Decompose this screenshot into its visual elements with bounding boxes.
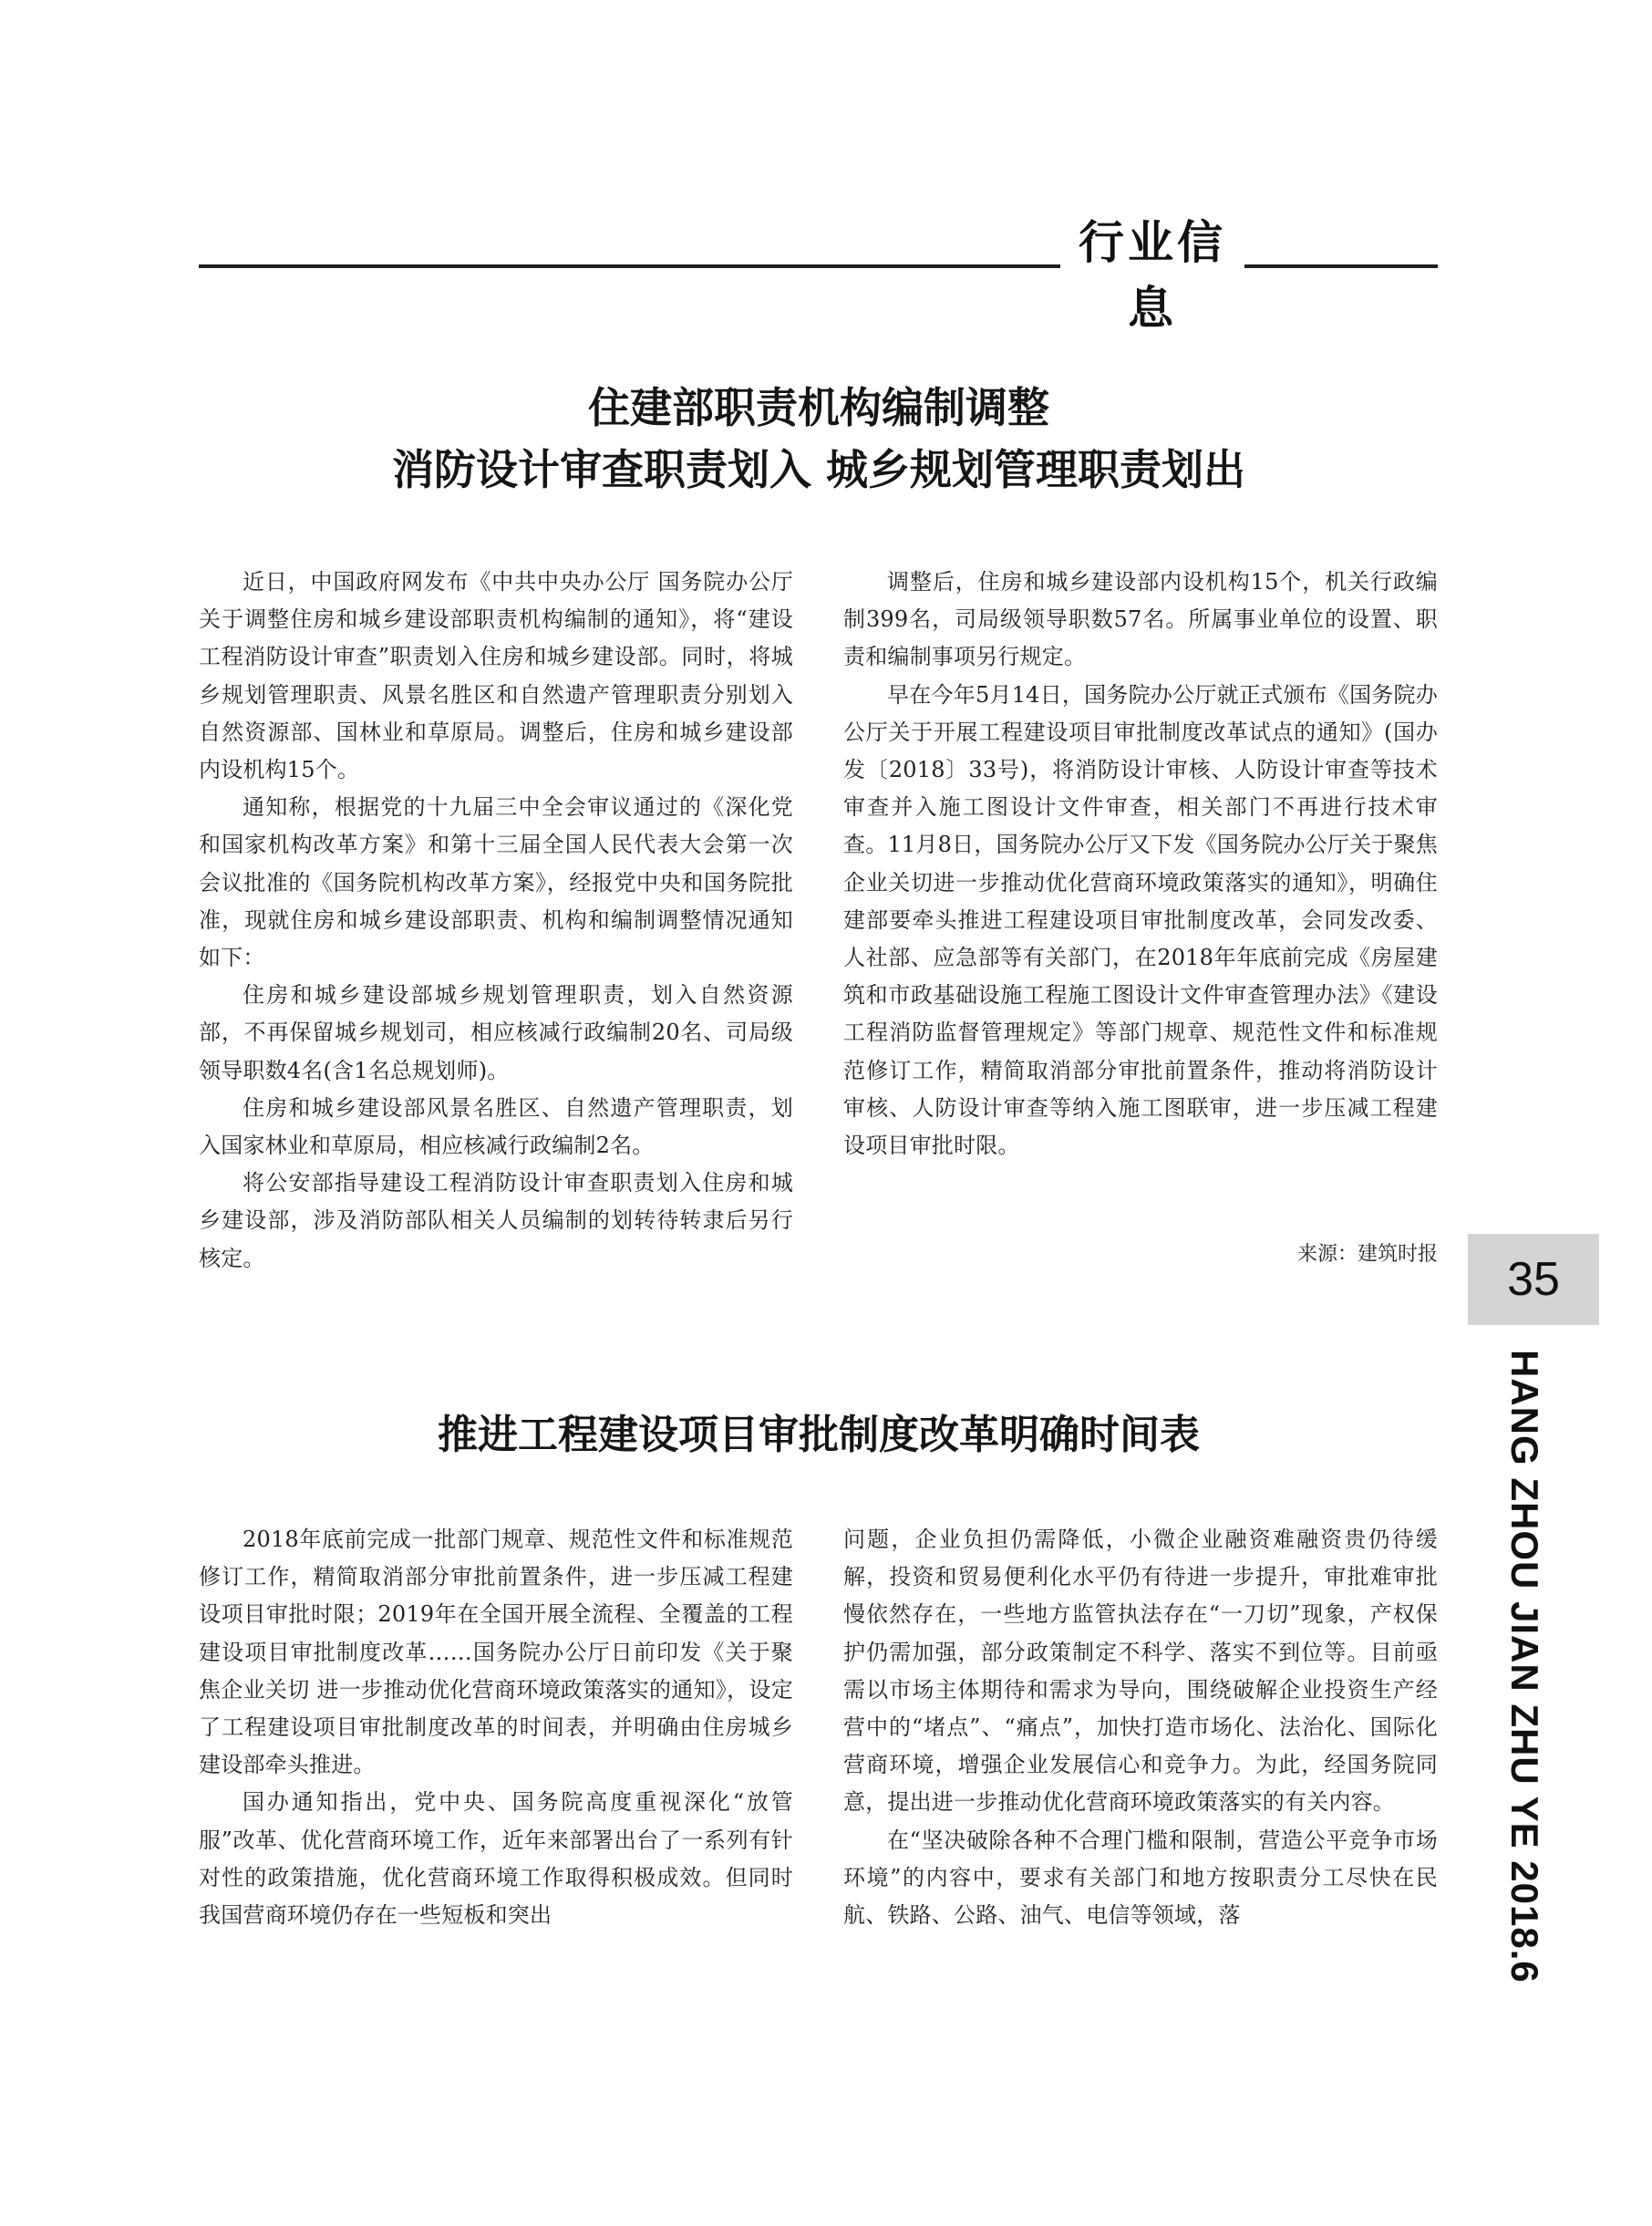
paragraph: 国办通知指出，党中央、国务院高度重视深化“放管服”改革、优化营商环境工作，近年来部署出台了一系列有针对性的政策措施，优化营商环境工作取得积极成效。但同时我国营商环境仍存在一些短板和突出 xyxy=(199,1789,793,1929)
paragraph: 近日，中国政府网发布《中共中央办公厅 国务院办公厅关于调整住房和城乡建设部职责机构编制的通知》，将“建设工程消防设计审查”职责划入住房和城乡建设部。同时，将城乡规划管理职责、风景名胜区和自然遗产管理职责分别划入自然资源部、国林业和草原局。调整后，住房和城乡建设部内设机构15个。 xyxy=(199,569,793,783)
paragraph: 早在今年5月14日，国务院办公厅就正式颁布《国务院办公厅关于开展工程建设项目审批制度改革试点的通知》(国办发〔2018〕33号)，将消防设计审核、人防设计审查等技术审查并入施工图设计文件审查，相关部门不再进行技术审查。11月8日，国务院办公厅又下发《国务院办公厅关于聚焦企业关切进一步推动优化营商环境政策落实的通知》，明确住建部要牵头推进工程建设项目审批制度改革，会同发改委、人社部、应急部等有关部门，在2018年年底前完成《房屋建筑和市政基础设施工程施工图设计文件审查管理办法》《建设工程消防监督管理规定》等部门规章、规范性文件和标准规范修订工作，精简取消部分审批前置条件，推动将消防设计审核、人防设计审查等纳入施工图联审，进一步压减工程建设项目审批时限。 xyxy=(843,681,1438,1159)
article2-right-column xyxy=(843,1521,1438,1934)
paragraph: 住房和城乡建设部城乡规划管理职责，划入自然资源部，不再保留城乡规划司，相应核减行政编制20名、司局级领导职数4名(含1名总规划师)。 xyxy=(199,982,793,1083)
page-number: 35 xyxy=(1507,1253,1560,1306)
article1-title-line1: 住建部职责机构编制调整 xyxy=(588,383,1049,432)
paragraph: 调整后，住房和城乡建设部内设机构15个，机关行政编制399名，司局级领导职数57名。所属事业单位的设置、职责和编制事项另行规定。 xyxy=(843,569,1438,670)
article2-title: 推进工程建设项目审批制度改革明确时间表 xyxy=(438,1412,1200,1458)
page-number-tab xyxy=(1468,1234,1599,1325)
section-label: 行业信息 xyxy=(1079,216,1226,335)
section-header xyxy=(0,0,1652,335)
article1-right-column xyxy=(843,564,1438,1165)
article2-left-column xyxy=(199,1521,793,1934)
article1-source: 来源：建筑时报 xyxy=(1296,1243,1438,1266)
header-rule-left xyxy=(199,264,1060,268)
paragraph: 在“坚决破除各种不合理门槛和限制，营造公平竞争市场环境”的内容中，要求有关部门和地方按职责分工尽快在民航、铁路、公路、油气、电信等领域，落 xyxy=(843,1827,1438,1929)
header-rule-right xyxy=(1244,264,1438,268)
paragraph: 将公安部指导建设工程消防设计审查职责划入住房和城乡建设部，涉及消防部队相关人员编制的划转待转隶后另行核定。 xyxy=(199,1170,793,1271)
paragraph-continued: 问题，企业负担仍需降低，小微企业融资难融资贵仍待缓解，投资和贸易便利化水平仍有待进一步提升，审批难审批慢依然存在，一些地方监管执法存在“一刀切”现象，产权保护仍需加强，部分政策制定不科学、落实不到位等。目前亟需以市场主体期待和需求为导向，围绕破解企业投资生产经营中的“堵点”、“痛点”，加快打造市场化、法治化、国际化营商环境，增强企业发展信心和竞争力。为此，经国务院同意，提出进一步推动优化营商环境政策落实的有关内容。 xyxy=(843,1527,1438,1816)
magazine-issue-vertical: HANG ZHOU JIAN ZHU YE 2018.6 xyxy=(1503,1350,1546,1983)
paragraph: 住房和城乡建设部风景名胜区、自然遗产管理职责，划入国家林业和草原局，相应核减行政编制2名。 xyxy=(199,1094,793,1159)
paragraph: 2018年底前完成一批部门规章、规范性文件和标准规范修订工作，精简取消部分审批前置条件，进一步压减工程建设项目审批时限；2019年在全国开展全流程、全覆盖的工程建设项目审批制度改革……国务院办公厅日前印发《关于聚焦企业关切 进一步推动优化营商环境政策落实的通知》，设定了工程建设项目审批制度改革的时间表，并明确由住房城乡建设部牵头推进。 xyxy=(199,1527,793,1778)
paragraph: 通知称，根据党的十九届三中全会审议通过的《深化党和国家机构改革方案》和第十三届全国人民代表大会第一次会议批准的《国务院机构改革方案》，经报党中央和国务院批准，现就住房和城乡建设部职责、机构和编制调整情况通知如下： xyxy=(199,794,793,971)
article1-title-line2: 消防设计审查职责划入 城乡规划管理职责划出 xyxy=(391,445,1245,494)
article1-left-column xyxy=(199,564,793,1278)
